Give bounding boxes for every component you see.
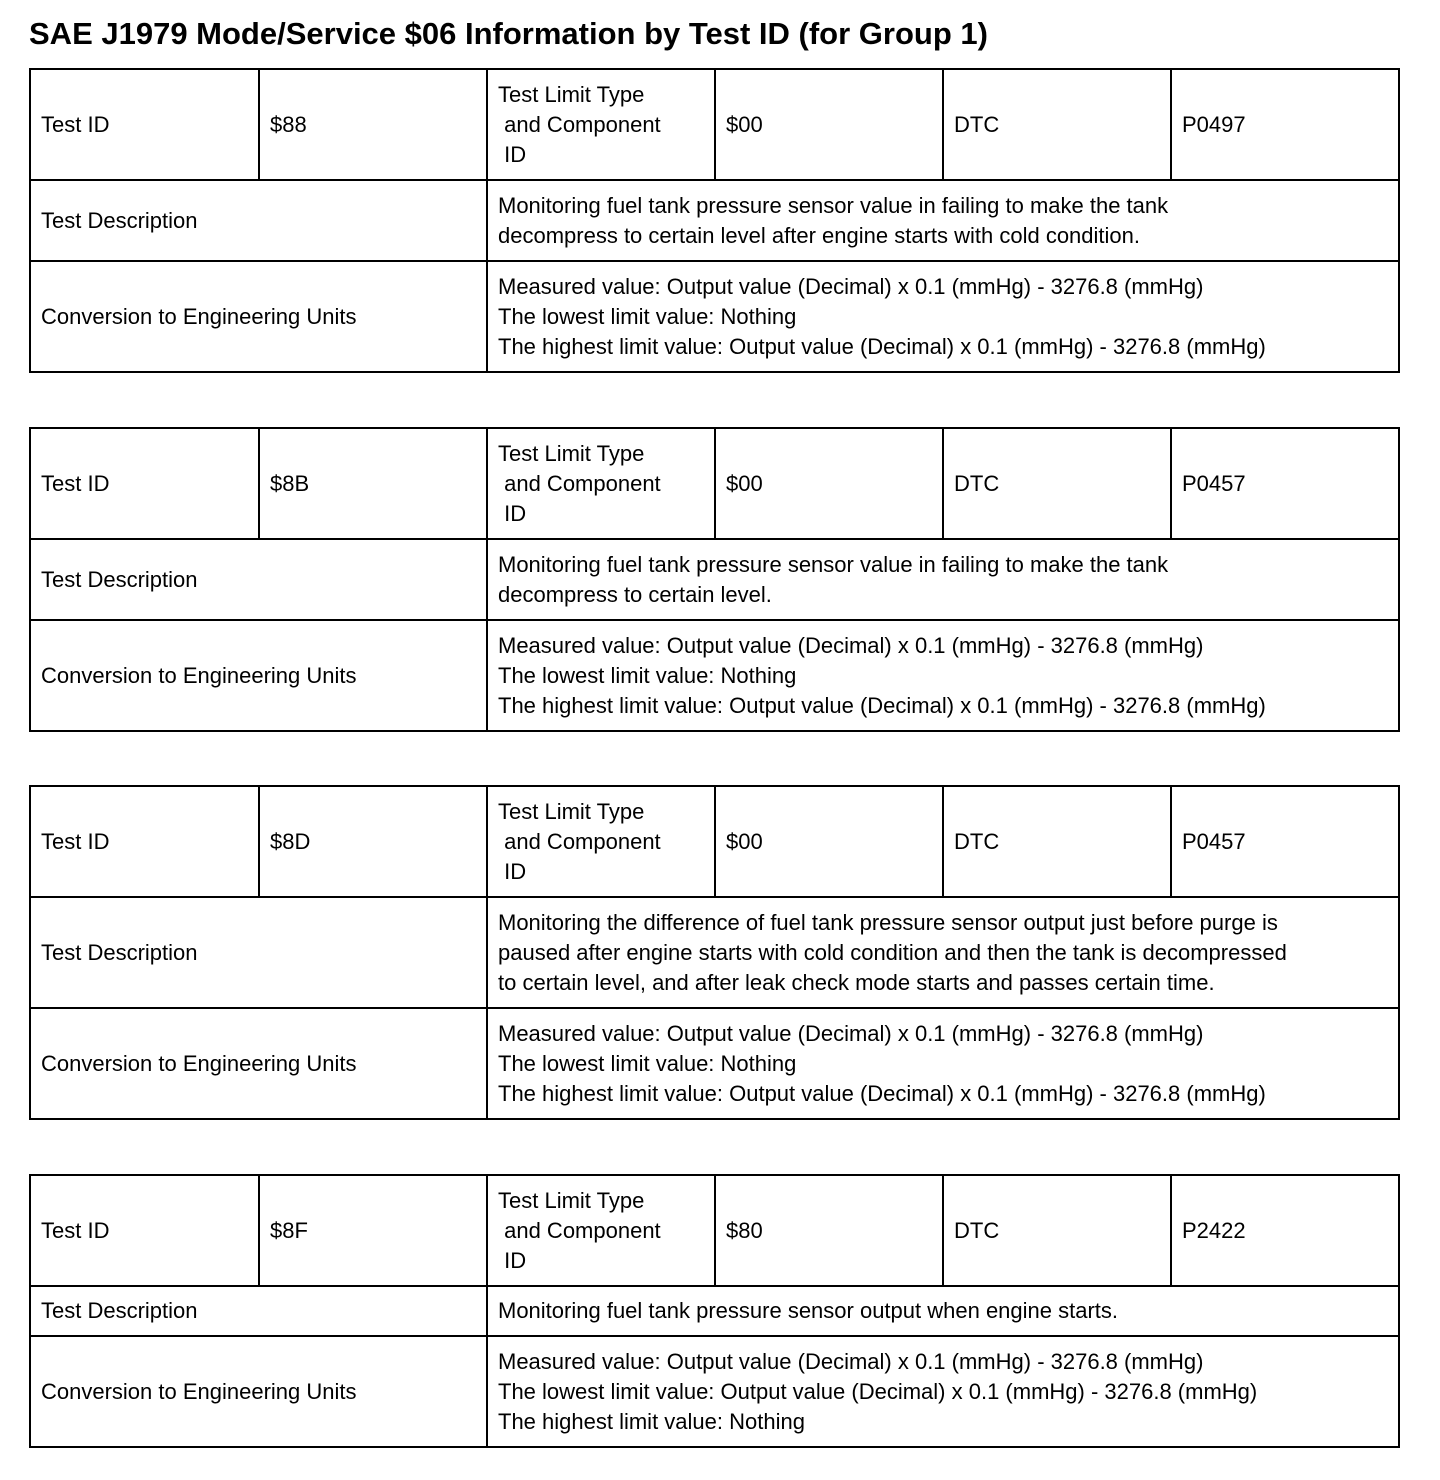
- test-description-label: Test Description: [30, 180, 487, 261]
- text-line: decompress to certain level after engine starts with cold condition.: [498, 222, 1140, 248]
- description-row: [30, 897, 1399, 1008]
- text-line: decompress to certain level.: [498, 581, 772, 607]
- conversion-row: [30, 1336, 1399, 1447]
- test-id-value: $8D: [259, 786, 487, 897]
- text-line: The lowest limit value: Nothing: [498, 1050, 797, 1076]
- limit-type-label: [487, 786, 715, 897]
- test-id-label: Test ID: [30, 786, 259, 897]
- text-line: paused after engine starts with cold condition and then the tank is decompressed: [498, 939, 1287, 965]
- dtc-value: P0457: [1171, 428, 1399, 539]
- label-line: Test Limit Type: [498, 1187, 645, 1213]
- text-line: Monitoring fuel tank pressure sensor value in failing to make the tank: [498, 551, 1169, 577]
- label-line: and Component: [498, 111, 661, 137]
- text-line: The highest limit value: Nothing: [498, 1408, 805, 1434]
- limit-type-label: [487, 69, 715, 180]
- test-block: [29, 68, 1400, 373]
- label-line: and Component: [498, 828, 661, 854]
- test-description-value: [487, 539, 1399, 620]
- label-line: Test Limit Type: [498, 798, 645, 824]
- label-line: ID: [498, 500, 527, 526]
- header-row: [30, 1175, 1399, 1286]
- test-description-label: Test Description: [30, 539, 487, 620]
- dtc-value: P2422: [1171, 1175, 1399, 1286]
- text-line: The lowest limit value: Nothing: [498, 662, 797, 688]
- text-line: Measured value: Output value (Decimal) x 0.1 (mmHg) - 3276.8 (mmHg): [498, 1348, 1204, 1374]
- description-row: [30, 539, 1399, 620]
- test-block: [29, 1174, 1400, 1448]
- conversion-row: [30, 261, 1399, 372]
- test-block: [29, 427, 1400, 732]
- test-id-value: $8B: [259, 428, 487, 539]
- dtc-label: DTC: [943, 786, 1171, 897]
- dtc-label: DTC: [943, 69, 1171, 180]
- test-description-value: [487, 180, 1399, 261]
- conversion-row: [30, 1008, 1399, 1119]
- header-row: [30, 69, 1399, 180]
- limit-type-value: $00: [715, 69, 943, 180]
- text-line: The lowest limit value: Nothing: [498, 303, 797, 329]
- label-line: ID: [498, 1247, 527, 1273]
- limit-type-label: [487, 1175, 715, 1286]
- limit-type-value: $80: [715, 1175, 943, 1286]
- label-line: ID: [498, 858, 527, 884]
- text-line: The highest limit value: Output value (Decimal) x 0.1 (mmHg) - 3276.8 (mmHg): [498, 1080, 1266, 1106]
- conversion-label: Conversion to Engineering Units: [30, 1336, 487, 1447]
- test-id-value: $88: [259, 69, 487, 180]
- text-line: to certain level, and after leak check mode starts and passes certain time.: [498, 969, 1215, 995]
- header-row: [30, 786, 1399, 897]
- label-line: and Component: [498, 1217, 661, 1243]
- text-line: Measured value: Output value (Decimal) x 0.1 (mmHg) - 3276.8 (mmHg): [498, 273, 1204, 299]
- text-line: The highest limit value: Output value (Decimal) x 0.1 (mmHg) - 3276.8 (mmHg): [498, 333, 1266, 359]
- dtc-label: DTC: [943, 428, 1171, 539]
- test-id-label: Test ID: [30, 69, 259, 180]
- text-line: The lowest limit value: Output value (Decimal) x 0.1 (mmHg) - 3276.8 (mmHg): [498, 1378, 1258, 1404]
- text-line: The highest limit value: Output value (Decimal) x 0.1 (mmHg) - 3276.8 (mmHg): [498, 692, 1266, 718]
- conversion-value: [487, 620, 1399, 731]
- label-line: Test Limit Type: [498, 440, 645, 466]
- page-title: SAE J1979 Mode/Service $06 Information by Test ID (for Group 1): [29, 16, 988, 51]
- limit-type-value: $00: [715, 428, 943, 539]
- conversion-row: [30, 620, 1399, 731]
- conversion-value: [487, 1008, 1399, 1119]
- label-line: Test Limit Type: [498, 81, 645, 107]
- dtc-label: DTC: [943, 1175, 1171, 1286]
- text-line: Measured value: Output value (Decimal) x 0.1 (mmHg) - 3276.8 (mmHg): [498, 632, 1204, 658]
- text-line: Monitoring fuel tank pressure sensor output when engine starts.: [498, 1298, 1119, 1323]
- dtc-value: P0497: [1171, 69, 1399, 180]
- header-row: [30, 428, 1399, 539]
- label-line: ID: [498, 141, 527, 167]
- limit-type-value: $00: [715, 786, 943, 897]
- conversion-label: Conversion to Engineering Units: [30, 1008, 487, 1119]
- limit-type-label: [487, 428, 715, 539]
- test-description-label: Test Description: [30, 1286, 487, 1336]
- test-description-value: [487, 897, 1399, 1008]
- conversion-value: [487, 1336, 1399, 1447]
- conversion-label: Conversion to Engineering Units: [30, 261, 487, 372]
- text-line: Measured value: Output value (Decimal) x 0.1 (mmHg) - 3276.8 (mmHg): [498, 1020, 1204, 1046]
- test-description-value: [487, 1286, 1399, 1336]
- conversion-value: [487, 261, 1399, 372]
- test-id-value: $8F: [259, 1175, 487, 1286]
- text-line: Monitoring fuel tank pressure sensor value in failing to make the tank: [498, 192, 1169, 218]
- dtc-value: P0457: [1171, 786, 1399, 897]
- test-description-label: Test Description: [30, 897, 487, 1008]
- test-id-label: Test ID: [30, 1175, 259, 1286]
- description-row: [30, 180, 1399, 261]
- conversion-label: Conversion to Engineering Units: [30, 620, 487, 731]
- test-id-label: Test ID: [30, 428, 259, 539]
- test-block: [29, 785, 1400, 1120]
- label-line: and Component: [498, 470, 661, 496]
- description-row: [30, 1286, 1399, 1336]
- text-line: Monitoring the difference of fuel tank pressure sensor output just before purge is: [498, 909, 1278, 935]
